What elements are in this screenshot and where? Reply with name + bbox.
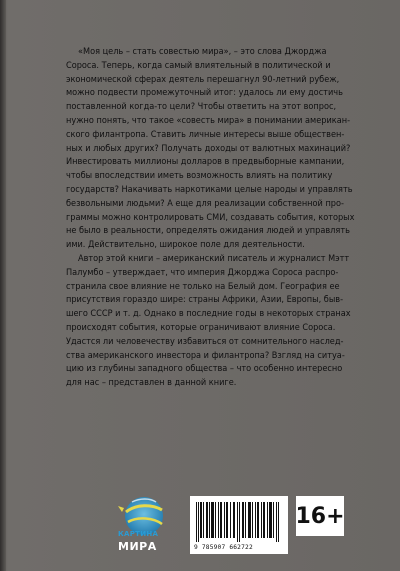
text-line: нужно понять, что такое «совесть мира» в понимании американ- <box>66 115 351 126</box>
text-line: происходят события, которые ограничивают влияние Сороса. <box>66 322 336 333</box>
text-line: экономической сферах деятель перешагнул 90-летний рубеж, <box>66 74 340 85</box>
text-line: ского филантропа. Ставить личные интересы выше обществен- <box>66 129 345 140</box>
publisher-name-top: КАРТИНА <box>118 530 159 538</box>
publisher-name-bottom: МИРА <box>118 540 157 553</box>
text-line: ства американского инвестора и филантропа? Взгляд на ситуа- <box>66 350 345 361</box>
text-line: «Моя цель – стать совестью мира», – это слова Джорджа <box>78 47 327 57</box>
text-line: безвольными людьми? А еще для реализации собственной про- <box>66 198 344 209</box>
text-line: ных и любых других? Получать доходы от валютных махинаций? <box>66 143 351 154</box>
text-line: государств? Накачивать наркотиками целые народы и управлять <box>66 184 353 195</box>
text-line: Сороса. Теперь, когда самый влиятельный в политической и <box>66 60 331 71</box>
back-cover-footer <box>110 484 350 556</box>
text-line: Палумбо – утверждает, что империя Джорджа Сороса распро- <box>66 267 339 278</box>
text-line: шего СССР и т. д. Однако в последние годы в некоторых странах <box>66 309 351 320</box>
text-line: не было в реальности, определять ожидания людей и управлять <box>66 226 350 237</box>
text-line: поставленной когда-то цели? Чтобы ответить на этот вопрос, <box>66 102 337 113</box>
text-line: присутствия гораздо шире: страны Африки, Азии, Европы, быв- <box>66 295 344 306</box>
barcode-bars <box>196 502 282 542</box>
blurb-paragraph-1 <box>66 46 354 253</box>
age-rating-text: 16+ <box>295 503 345 529</box>
spine-edge <box>0 0 6 571</box>
text-line: ими. Действительно, широкое поле для деятельности. <box>66 240 305 251</box>
publisher-logo <box>110 490 182 554</box>
text-line: для нас – представлен в данной книге. <box>66 378 237 389</box>
age-rating-badge <box>296 496 344 536</box>
text-line: Удастся ли человечеству избавиться от сомнительного наслед- <box>66 336 344 347</box>
text-line: Инвестировать миллионы долларов в предвыборные кампании, <box>66 157 345 168</box>
text-line: цию из глубины западного общества – что особенно интересно <box>66 364 343 375</box>
barcode <box>190 496 288 554</box>
text-line: можно подвести промежуточный итог: удалось ли ему достичь <box>66 88 343 99</box>
text-line: странила свое влияние не только на Белый дом. География ее <box>66 281 340 292</box>
text-line: граммы можно контролировать СМИ, создавать события, которых <box>66 212 355 223</box>
text-line: Автор этой книги – американский писатель и журналист Мэтт <box>78 253 350 264</box>
blurb-text <box>66 46 354 391</box>
text-line: чтобы впоследствии иметь возможность влиять на политику <box>66 171 333 182</box>
barcode-number: 9 785907 662722 <box>194 544 253 551</box>
blurb-paragraph-2 <box>66 253 354 391</box>
